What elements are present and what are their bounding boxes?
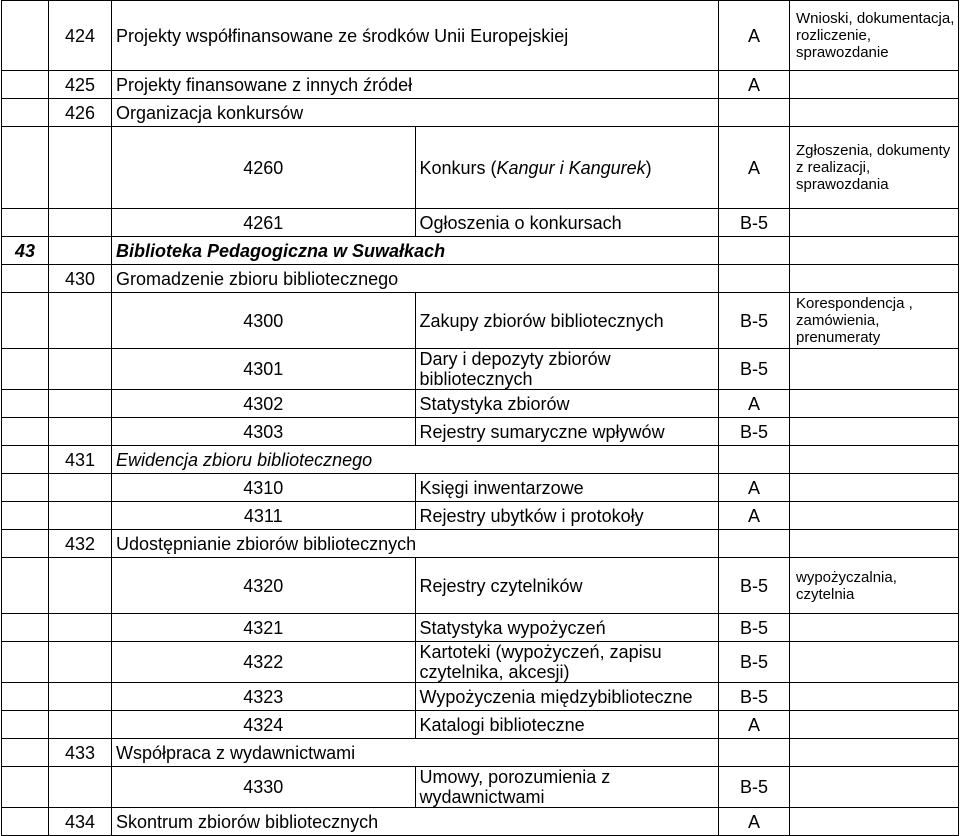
level2-cell <box>49 474 112 502</box>
table-row <box>2 558 959 614</box>
level1-cell <box>2 711 49 739</box>
notes-cell <box>790 237 959 265</box>
notes-cell <box>790 530 959 558</box>
notes-cell <box>790 642 959 683</box>
name-cell: Statystyka wypożyczeń <box>415 614 719 642</box>
category-cell: B-5 <box>719 293 790 349</box>
name-cell: Organizacja konkursów <box>112 99 719 127</box>
name-italic: Kangur i Kangurek <box>496 157 646 178</box>
name-cell: Ogłoszenia o konkursach <box>415 209 719 237</box>
level3-cell: 4320 <box>112 558 416 614</box>
level3-cell: 4330 <box>112 767 416 808</box>
level1-cell <box>2 558 49 614</box>
name-cell: Księgi inwentarzowe <box>415 474 719 502</box>
notes-cell: wypożyczalnia, czytelnia <box>790 558 959 614</box>
name-cell: Ewidencja zbioru bibliotecznego <box>112 446 719 474</box>
table-row <box>2 390 959 418</box>
name-cell: Skontrum zbiorów bibliotecznych <box>112 808 719 836</box>
notes-cell: Wnioski, dokumentacja, rozliczenie, sprawozdanie <box>790 1 959 71</box>
name-cell: Udostępnianie zbiorów bibliotecznych <box>112 530 719 558</box>
level1-cell: 43 <box>2 237 49 265</box>
table-row <box>2 237 959 265</box>
level3-cell: 4300 <box>112 293 416 349</box>
level2-cell: 431 <box>49 446 112 474</box>
category-cell <box>719 237 790 265</box>
table-row <box>2 99 959 127</box>
level2-cell <box>49 237 112 265</box>
table-row <box>2 349 959 390</box>
table-row <box>2 418 959 446</box>
name-cell: Projekty finansowane z innych źródeł <box>112 71 719 99</box>
notes-cell <box>790 446 959 474</box>
notes-cell <box>790 99 959 127</box>
name-suffix: ) <box>645 157 652 178</box>
notes-cell <box>790 265 959 293</box>
level2-cell <box>49 209 112 237</box>
level1-cell <box>2 349 49 390</box>
category-cell: B-5 <box>719 614 790 642</box>
category-cell <box>719 739 790 767</box>
level2-cell <box>49 642 112 683</box>
notes-cell <box>790 614 959 642</box>
level2-cell <box>49 614 112 642</box>
notes-cell: Korespondencja , zamówienia, prenumeraty <box>790 293 959 349</box>
notes-cell <box>790 71 959 99</box>
level1-cell <box>2 127 49 209</box>
table-row <box>2 474 959 502</box>
level3-cell: 4323 <box>112 683 416 711</box>
level1-cell <box>2 614 49 642</box>
level1-cell <box>2 71 49 99</box>
level3-cell: 4261 <box>112 209 416 237</box>
level2-cell <box>49 502 112 530</box>
level3-cell: 4301 <box>112 349 416 390</box>
table-row <box>2 127 959 209</box>
level1-cell <box>2 530 49 558</box>
level1-cell <box>2 683 49 711</box>
table-row <box>2 642 959 683</box>
category-cell: A <box>719 127 790 209</box>
name-cell: Wypożyczenia międzybiblioteczne <box>415 683 719 711</box>
level1-cell <box>2 390 49 418</box>
category-cell: A <box>719 71 790 99</box>
level2-cell: 432 <box>49 530 112 558</box>
notes-cell <box>790 418 959 446</box>
name-cell: Kartoteki (wypożyczeń, zapisu czytelnika, akcesji) <box>415 642 719 683</box>
category-cell <box>719 530 790 558</box>
level2-cell <box>49 683 112 711</box>
category-cell: B-5 <box>719 558 790 614</box>
name-cell <box>415 127 719 209</box>
name-cell: Rejestry ubytków i protokoły <box>415 502 719 530</box>
table-row <box>2 767 959 808</box>
name-cell: Katalogi biblioteczne <box>415 711 719 739</box>
level2-cell <box>49 127 112 209</box>
notes-cell <box>790 209 959 237</box>
notes-cell <box>790 349 959 390</box>
level1-cell <box>2 739 49 767</box>
level2-cell: 425 <box>49 71 112 99</box>
category-cell: A <box>719 808 790 836</box>
category-cell: A <box>719 502 790 530</box>
notes-cell: Zgłoszenia, dokumenty z realizacji, sprawozdania <box>790 127 959 209</box>
category-cell: B-5 <box>719 683 790 711</box>
category-cell: B-5 <box>719 642 790 683</box>
level3-cell: 4321 <box>112 614 416 642</box>
level3-cell: 4324 <box>112 711 416 739</box>
table-row <box>2 293 959 349</box>
category-cell: A <box>719 1 790 71</box>
category-cell: A <box>719 474 790 502</box>
level1-cell <box>2 502 49 530</box>
level2-cell: 424 <box>49 1 112 71</box>
table-row <box>2 209 959 237</box>
category-cell <box>719 446 790 474</box>
records-classification-table <box>1 0 959 836</box>
table-row <box>2 711 959 739</box>
notes-cell <box>790 502 959 530</box>
category-cell: A <box>719 390 790 418</box>
level1-cell <box>2 446 49 474</box>
table-row <box>2 446 959 474</box>
level1-cell <box>2 99 49 127</box>
level3-cell: 4302 <box>112 390 416 418</box>
level1-cell <box>2 265 49 293</box>
level3-cell: 4322 <box>112 642 416 683</box>
notes-cell <box>790 683 959 711</box>
level2-cell: 433 <box>49 739 112 767</box>
level1-cell <box>2 1 49 71</box>
name-cell: Dary i depozyty zbiorów bibliotecznych <box>415 349 719 390</box>
table-row <box>2 614 959 642</box>
category-cell <box>719 99 790 127</box>
level1-cell <box>2 642 49 683</box>
level1-cell <box>2 418 49 446</box>
category-cell: B-5 <box>719 767 790 808</box>
level2-cell <box>49 558 112 614</box>
table-row <box>2 71 959 99</box>
level3-cell: 4260 <box>112 127 416 209</box>
name-cell: Statystyka zbiorów <box>415 390 719 418</box>
notes-cell <box>790 767 959 808</box>
table-row <box>2 739 959 767</box>
level2-cell <box>49 711 112 739</box>
notes-cell <box>790 739 959 767</box>
level3-cell: 4310 <box>112 474 416 502</box>
table-row <box>2 683 959 711</box>
level2-cell: 434 <box>49 808 112 836</box>
table-row <box>2 265 959 293</box>
name-cell <box>112 1 719 71</box>
category-cell: B-5 <box>719 349 790 390</box>
level2-cell <box>49 767 112 808</box>
level1-cell <box>2 209 49 237</box>
level2-cell <box>49 293 112 349</box>
level2-cell: 426 <box>49 99 112 127</box>
level3-cell: 4311 <box>112 502 416 530</box>
name-text: Projekty współfinansowane ze środków Unii Europejskiej <box>116 25 569 46</box>
name-cell: Gromadzenie zbioru bibliotecznego <box>112 265 719 293</box>
table-row <box>2 502 959 530</box>
name-prefix: Konkurs ( <box>419 157 497 178</box>
level2-cell: 430 <box>49 265 112 293</box>
name-cell: Biblioteka Pedagogiczna w Suwałkach <box>112 237 719 265</box>
name-cell: Rejestry sumaryczne wpływów <box>415 418 719 446</box>
level3-cell: 4303 <box>112 418 416 446</box>
table-row <box>2 1 959 71</box>
name-cell: Rejestry czytelników <box>415 558 719 614</box>
category-cell: A <box>719 711 790 739</box>
level2-cell <box>49 390 112 418</box>
category-cell <box>719 265 790 293</box>
name-cell: Współpraca z wydawnictwami <box>112 739 719 767</box>
level1-cell <box>2 293 49 349</box>
name-cell: Zakupy zbiorów bibliotecznych <box>415 293 719 349</box>
level1-cell <box>2 474 49 502</box>
notes-cell <box>790 390 959 418</box>
table-row <box>2 530 959 558</box>
level2-cell <box>49 418 112 446</box>
name-cell: Umowy, porozumienia z wydawnictwami <box>415 767 719 808</box>
category-cell: B-5 <box>719 418 790 446</box>
category-cell: B-5 <box>719 209 790 237</box>
level2-cell <box>49 349 112 390</box>
notes-cell <box>790 711 959 739</box>
level1-cell <box>2 767 49 808</box>
notes-cell <box>790 474 959 502</box>
